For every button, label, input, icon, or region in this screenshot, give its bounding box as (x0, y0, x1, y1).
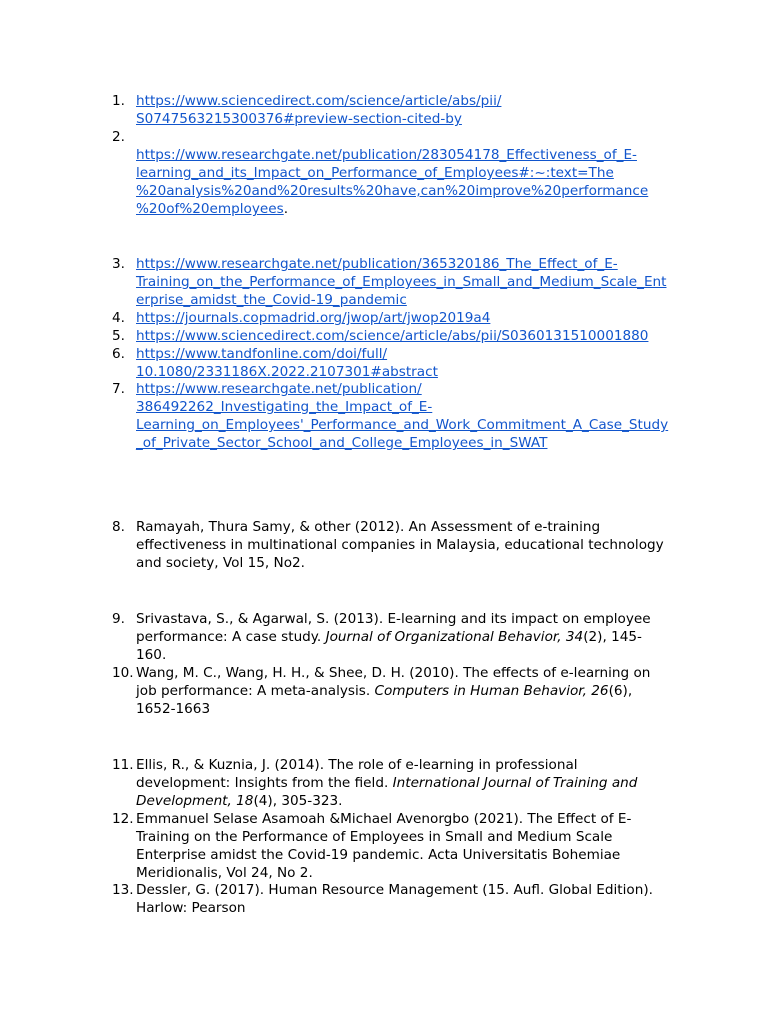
reference-item-9 (112, 610, 692, 664)
list-number: 1. (112, 93, 125, 109)
reference-link-5[interactable]: https://www.sciencedirect.com/science/article/abs/pii/S0360131510001880 (136, 328, 649, 344)
list-number: 8. (112, 519, 125, 535)
reference-text: Ramayah, Thura Samy, & other (2012). An Assessment of e-training effectiveness in multinational companies in Malaysia, educational technology and society, Vol 15, No2. (136, 519, 664, 571)
reference-item-7 (112, 380, 692, 452)
reference-item-2 (112, 128, 692, 218)
list-number: 6. (112, 346, 125, 362)
journal-title: Development, 18 (136, 793, 254, 809)
reference-text: Emmanuel Selase Asamoah &Michael Avenorgbo (2021). The Effect of E- Training on the Performance of Employees in Small and Medium Scale Enterprise amidst the Covid-19 pandemic. Acta Universitatis Bohemiae Meridionalis, Vol 24, No 2. (136, 811, 632, 881)
reference-item-1 (112, 92, 692, 128)
reference-item-12 (112, 810, 692, 882)
link-suffix: . (283, 201, 289, 217)
list-number: 4. (112, 310, 125, 326)
journal-title: Computers in Human Behavior, 26 (374, 683, 609, 699)
reference-item-4 (112, 309, 692, 327)
reference-link-4[interactable]: https://journals.copmadrid.org/jwop/art/jwop2019a4 (136, 310, 491, 326)
reference-link-7[interactable]: https://www.researchgate.net/publication/ 386492262_Investigating_the_Impact_of_E- Learning_on_Employees'_Performance_and_Work_Commitment_A_Case_Study _of_Private_Sector_School_and_College_Employees_in_SWAT (136, 381, 669, 451)
reference-link-2[interactable]: https://www.researchgate.net/publication/283054178_Effectiveness_of_E- learning_and_its_Impact_on_Performance_of_Employees#:~:text=The %20analysis%20and%20results%20have,can%20improve%20performance %20of%20employees (136, 147, 649, 217)
reference-item-13 (112, 881, 692, 917)
list-number: 11. (112, 757, 134, 773)
reference-text: Ellis, R., & Kuznia, J. (2014). The role of e-learning in professional development: Insights from the field. International Journal of Training and Development, 18(4), 305-323. (136, 757, 638, 809)
reference-item-3 (112, 255, 692, 309)
reference-item-8 (112, 518, 692, 572)
reference-item-6 (112, 345, 692, 381)
reference-link-1[interactable]: https://www.sciencedirect.com/science/article/abs/pii/ S0747563215300376#preview-section-cited-by (136, 93, 502, 127)
reference-item-5 (112, 327, 692, 345)
reference-text: Srivastava, S., & Agarwal, S. (2013). E-learning and its impact on employee performance: A case study. Journal of Organizational Behavior, 34(2), 145- 160. (136, 611, 651, 663)
reference-text: Wang, M. C., Wang, H. H., & Shee, D. H. (2010). The effects of e-learning on job performance: A meta-analysis. Computers in Human Behavior, 26(6), 1652-1663 (136, 665, 651, 717)
journal-title: International Journal of Training and (392, 775, 638, 791)
list-number: 13. (112, 882, 134, 898)
reference-item-11 (112, 756, 692, 810)
reference-text: Dessler, G. (2017). Human Resource Management (15. Aufl. Global Edition). Harlow: Pearson (136, 882, 653, 916)
reference-link-6[interactable]: https://www.tandfonline.com/doi/full/ 10.1080/2331186X.2022.2107301#abstract (136, 346, 438, 380)
reference-item-10 (112, 664, 692, 718)
list-number: 10. (112, 665, 134, 681)
list-number: 2. (112, 129, 125, 145)
list-number: 12. (112, 811, 134, 827)
list-number: 3. (112, 256, 125, 272)
journal-title: Journal of Organizational Behavior, 34 (325, 629, 584, 645)
reference-link-3[interactable]: https://www.researchgate.net/publication/365320186_The_Effect_of_E- Training_on_the_Performance_of_Employees_in_Small_and_Medium_Scale_Ent erprise_amidst_the_Covid-19_pandemic (136, 256, 667, 308)
list-number: 5. (112, 328, 125, 344)
list-number: 9. (112, 611, 125, 627)
list-number: 7. (112, 381, 125, 397)
